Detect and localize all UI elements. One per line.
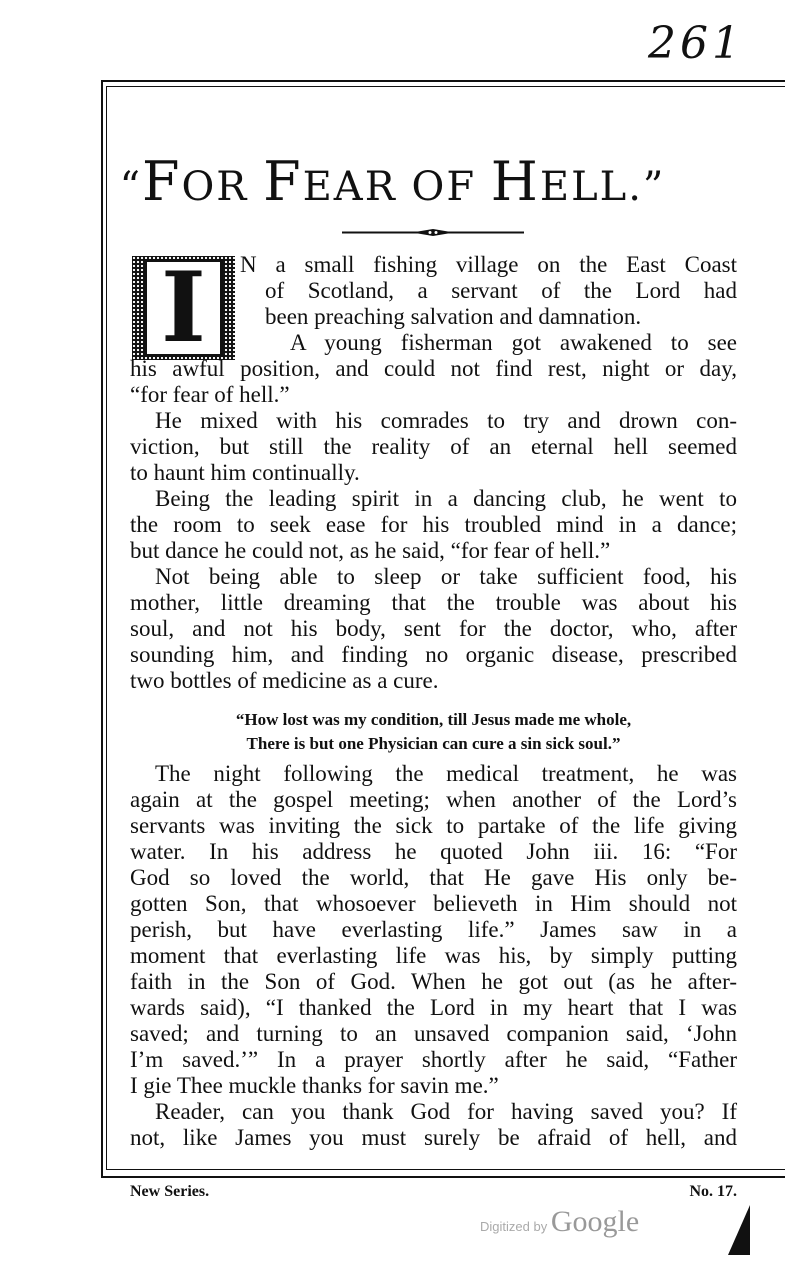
text-line: N a small fishing village on the East Coast bbox=[240, 252, 737, 277]
ornamental-drop-cap bbox=[132, 251, 235, 364]
text-line: mother, little dreaming that the trouble was about his bbox=[130, 590, 737, 615]
title-ornament-divider bbox=[342, 229, 524, 236]
text-line: wards said), “I thanked the Lord in my heart that I was bbox=[130, 995, 737, 1020]
text-line: servants was inviting the sick to partake of the life giving bbox=[130, 813, 737, 838]
text-line: perish, but have everlasting life.” James saw in a bbox=[130, 917, 737, 942]
title-quote: “ bbox=[119, 164, 143, 210]
quote-line: “How lost was my condition, till Jesus made me whole, bbox=[235, 710, 632, 729]
scan-watermark bbox=[480, 1205, 639, 1239]
text-line: gotten Son, that whosoever believeth in Him should not bbox=[130, 891, 737, 916]
verse-quote bbox=[130, 708, 737, 756]
text-line: again at the gospel meeting; when another of the Lord’s bbox=[130, 787, 737, 812]
article-title bbox=[0, 150, 785, 213]
title-text: EAR OF bbox=[302, 164, 491, 210]
text-line: faith in the Son of God. When he got out (as he after- bbox=[130, 969, 737, 994]
title-text: ELL.” bbox=[539, 164, 666, 210]
watermark-brand: Google bbox=[550, 1205, 640, 1238]
text-line: to haunt him continually. bbox=[130, 460, 360, 485]
text-line: A young fisherman got awakened to see bbox=[290, 330, 737, 355]
text-line: Not being able to sleep or take sufficient food, his bbox=[155, 564, 737, 589]
title-text: OR bbox=[181, 164, 264, 210]
text-line: sounding him, and finding no organic disease, prescribed bbox=[130, 642, 737, 667]
text-line: saved; and turning to an unsaved companion said, ‘John bbox=[130, 1021, 737, 1046]
text-line: soul, and not his body, sent for the doctor, who, after bbox=[130, 616, 737, 641]
text-line: Being the leading spirit in a dancing club, he went to bbox=[155, 486, 737, 511]
text-line: been preaching salvation and damnation. bbox=[265, 304, 642, 329]
footer-series: New Series. bbox=[130, 1183, 210, 1200]
text-line: God so loved the world, that He gave His only be- bbox=[130, 865, 737, 890]
text-line: of Scotland, a servant of the Lord had bbox=[265, 278, 737, 303]
text-line: Reader, can you thank God for having saved you? If bbox=[155, 1099, 737, 1124]
text-line: two bottles of medicine as a cure. bbox=[130, 668, 439, 693]
text-line: I’m saved.’” In a prayer shortly after he said, “Father bbox=[130, 1047, 737, 1072]
title-cap: F bbox=[263, 150, 303, 213]
text-line: moment that everlasting life was his, by simply putting bbox=[130, 943, 737, 968]
text-line: the room to seek ease for his troubled mind in a dance; bbox=[130, 512, 737, 537]
text-line: He mixed with his comrades to try and drown con- bbox=[155, 408, 737, 433]
scan-corner-mark bbox=[728, 1205, 750, 1255]
drop-cap-letter: I bbox=[144, 259, 223, 357]
text-line: I gie Thee muckle thanks for savin me.” bbox=[130, 1073, 499, 1098]
text-line: his awful position, and could not find rest, night or day, bbox=[130, 356, 737, 381]
footer-issue-number: No. 17. bbox=[689, 1183, 737, 1200]
text-line: “for fear of hell.” bbox=[130, 382, 290, 407]
text-line: water. In his address he quoted John iii. 16: “For bbox=[130, 839, 737, 864]
text-line: not, like James you must surely be afraid of hell, and bbox=[130, 1125, 737, 1150]
text-line: viction, but still the reality of an eternal hell seemed bbox=[130, 434, 737, 459]
text-line: The night following the medical treatment, he was bbox=[155, 761, 737, 786]
handwritten-page-number: 261 bbox=[648, 18, 744, 69]
text-line: but dance he could not, as he said, “for fear of hell.” bbox=[130, 538, 611, 563]
quote-line: There is but one Physician can cure a sin sick soul.” bbox=[246, 734, 621, 753]
watermark-prefix: Digitized by bbox=[480, 1219, 551, 1234]
title-cap: H bbox=[490, 150, 540, 213]
title-cap: F bbox=[142, 150, 182, 213]
